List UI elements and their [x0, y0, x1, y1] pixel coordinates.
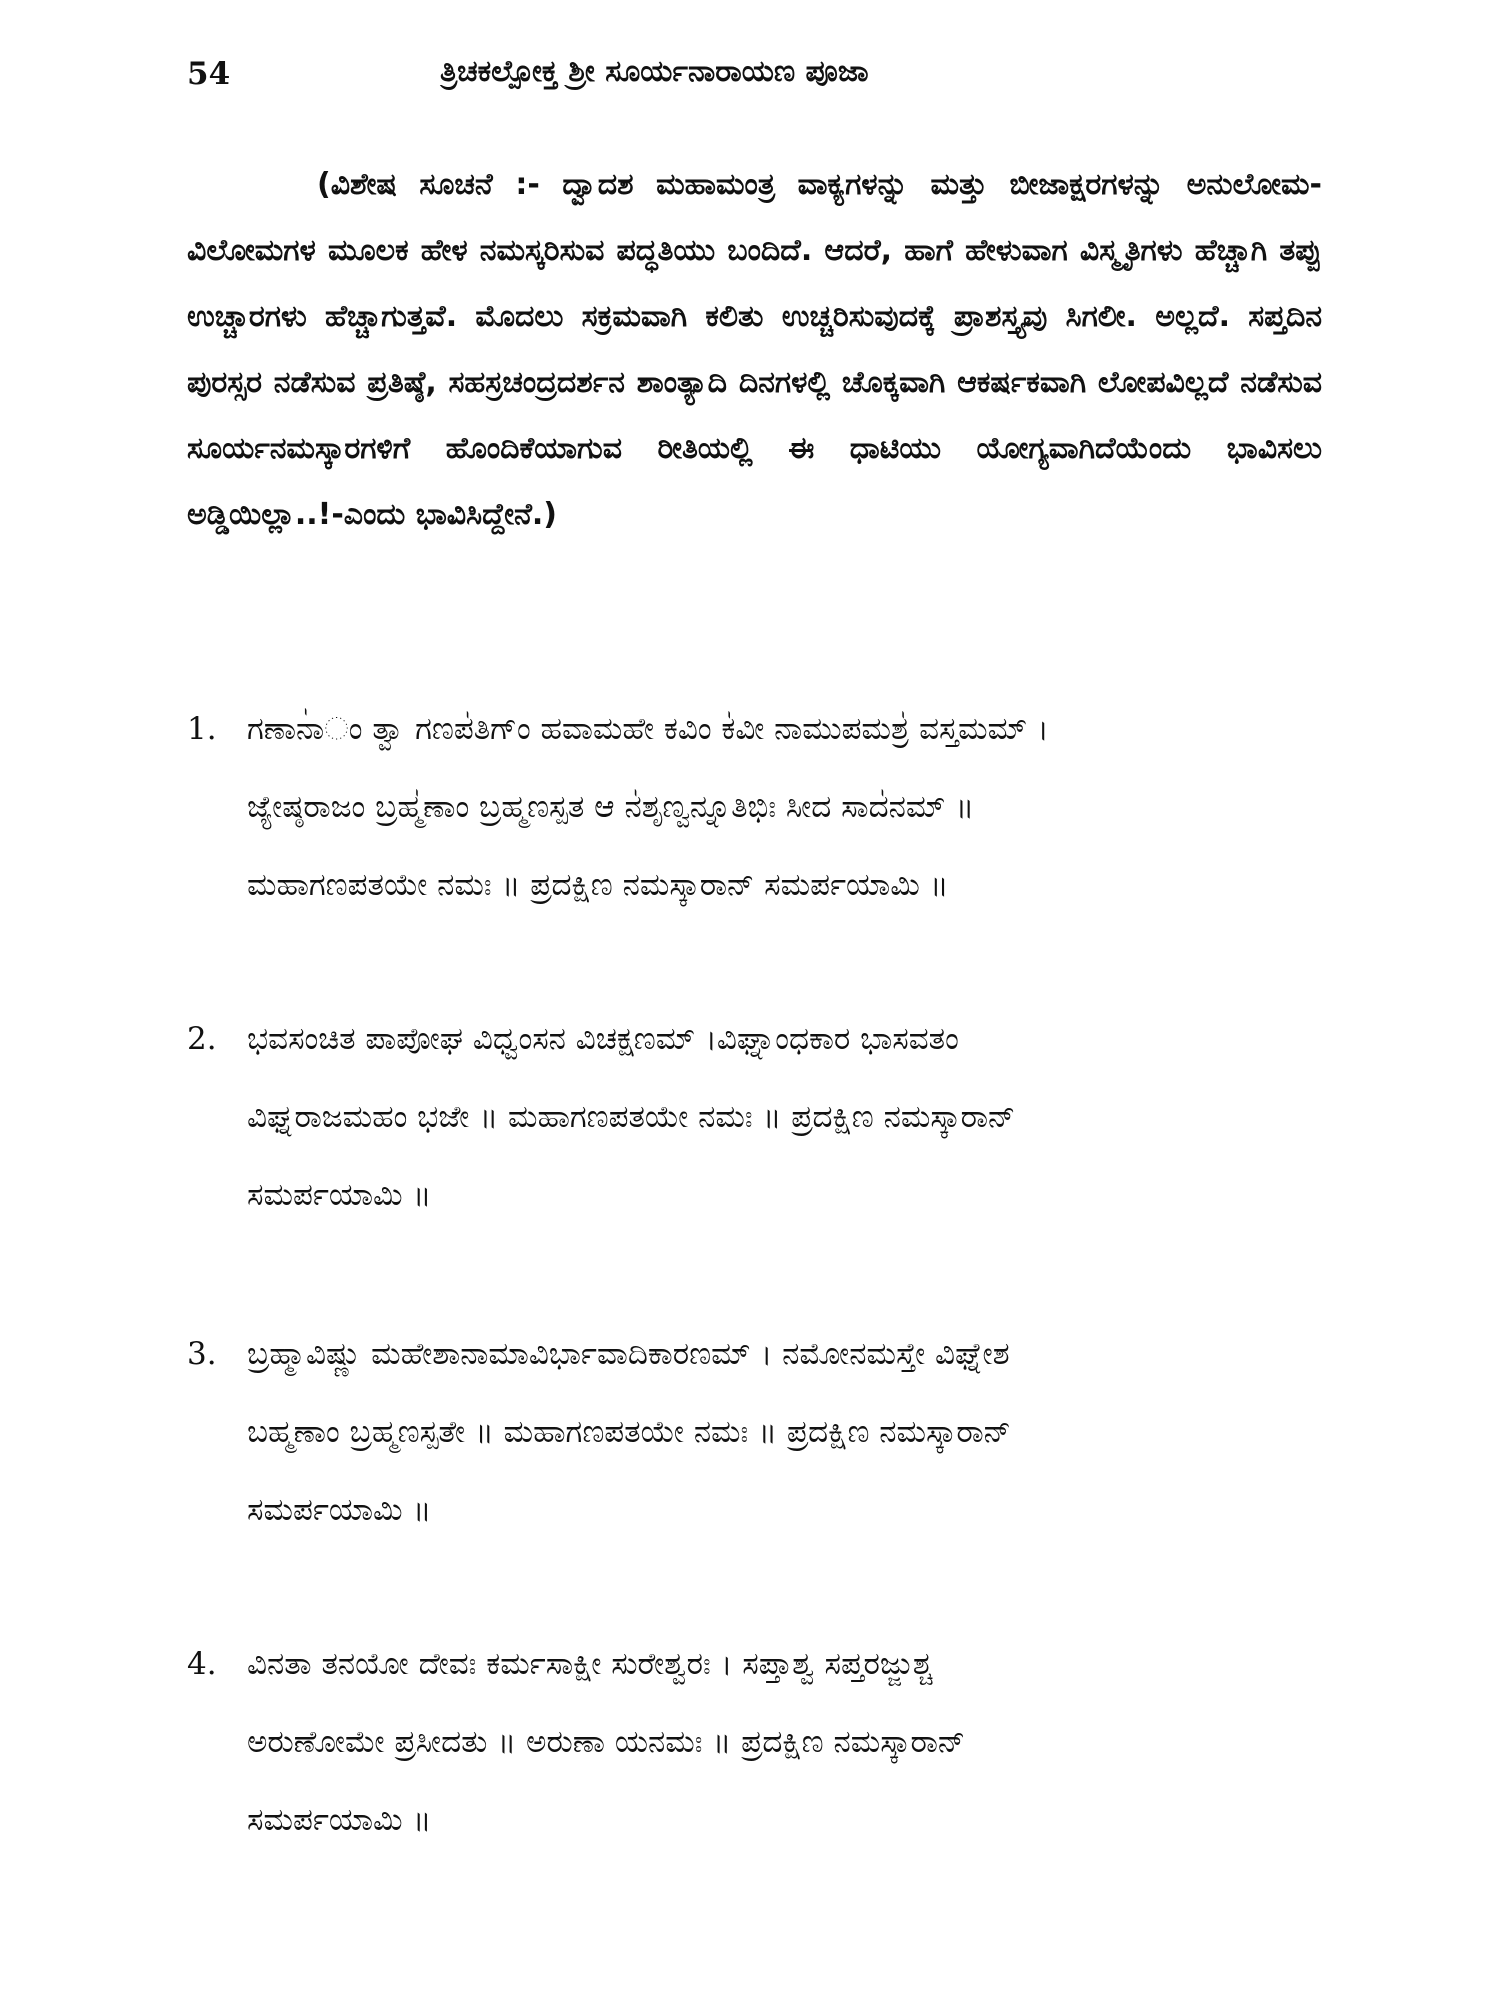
verse-number: 1. [187, 711, 217, 747]
verse-3 [187, 1315, 1322, 1549]
verse-text [247, 1000, 1322, 1234]
verse-line: ಜ್ಯೇಷ್ಠರಾಜಂ ಬ್ರಹ್ಮ॑ಣಾಂ ಬ್ರಹ್ಮಣಸ್ಪತ ಆ ನ॑ಶೃಣ್ವನ್ನೂತಿಭಿಃ ಸೀದ ಸಾದ॑ನಮ್ ॥ [247, 789, 975, 825]
verse-text [247, 690, 1322, 924]
verse-line: ಭವಸಂಚಿತ ಪಾಪೋಘ ವಿಧ್ವಂಸನ ವಿಚಕ್ಷಣಮ್ ।ವಿಘ್ನಾಂಧಕಾರ ಭಾಸವತಂ [247, 1021, 959, 1057]
verse-line: ಮಹಾಗಣಪತಯೇ ನಮಃ ॥ ಪ್ರದಕ್ಷಿಣ ನಮಸ್ಕಾರಾನ್ ಸಮರ್ಪಯಾಮಿ ॥ [247, 867, 949, 903]
verse-text [247, 1315, 1322, 1549]
page-number: 54 [187, 56, 231, 92]
verse-text [247, 1625, 1322, 1859]
verse-number: 2. [187, 1021, 217, 1057]
verse-line: ಬಹ್ಮಣಾಂ ಬ್ರಹ್ಮಣಸ್ಪತೇ ॥ ಮಹಾಗಣಪತಯೇ ನಮಃ ॥ ಪ್ರದಕ್ಷಿಣ ನಮಸ್ಕಾರಾನ್ [247, 1414, 1011, 1450]
verse-2 [187, 1000, 1322, 1234]
verse-line: ವಿನತಾ ತನಯೋ ದೇವಃ ಕರ್ಮಸಾಕ್ಷೀ ಸುರೇಶ್ವರಃ । ಸಪ್ತಾಶ್ವ ಸಪ್ತರಜ್ಜುಶ್ಚ [247, 1646, 933, 1682]
verse-line: ಸಮರ್ಪಯಾಮಿ ॥ [247, 1802, 432, 1838]
verse-line: ಅರುಣೋಮೇ ಪ್ರಸೀದತು ॥ ಅರುಣಾ ಯನಮಃ ॥ ಪ್ರದಕ್ಷಿಣ ನಮಸ್ಕಾರಾನ್ [247, 1724, 966, 1760]
verse-line: ವಿಘ್ನರಾಜಮಹಂ ಭಜೇ ॥ ಮಹಾಗಣಪತಯೇ ನಮಃ ॥ ಪ್ರದಕ್ಷಿಣ ನಮಸ್ಕಾರಾನ್ [247, 1099, 1016, 1135]
verse-line: ಸಮರ್ಪಯಾಮಿ ॥ [247, 1492, 432, 1528]
verse-1 [187, 690, 1322, 924]
verse-line: ಗಣಾನಾ॑ಂ ತ್ವಾ ಗಣಪ॑ತಿಗ್ಂ ಹವಾಮಹೇ ಕವಿಂ ಕ॑ವೀ ನಾಮುಪಮಶ್ರ॑ ವಸ್ತಮಮ್ । [247, 711, 1049, 747]
verse-4 [187, 1625, 1322, 1859]
page-title: ತ್ರಿಚಕಲ್ಪೋಕ್ತ ಶ್ರೀ ಸೂರ್ಯನಾರಾಯಣ ಪೂಜಾ [440, 54, 869, 89]
verse-number: 4. [187, 1646, 217, 1682]
special-note-paragraph: (ವಿಶೇಷ ಸೂಚನೆ :- ದ್ವಾದಶ ಮಹಾಮಂತ್ರ ವಾಕ್ಯಗಳನ್ನು ಮತ್ತು ಬೀಜಾಕ್ಷರಗಳನ್ನು ಅನುಲೋಮ-ವಿಲೋಮಗಳ ಮೂಲಕ ಹೇಳ ನಮಸ್ಕರಿಸುವ ಪದ್ಧತಿಯು ಬಂದಿದೆ. ಆದರೆ, ಹಾಗೆ ಹೇಳುವಾಗ ವಿಸ್ಮೃತಿಗಳು ಹೆಚ್ಚಾಗಿ ತಪ್ಪು ಉಚ್ಚಾರಗಳು ಹೆಚ್ಚಾಗುತ್ತವೆ. ಮೊದಲು ಸಕ್ರಮವಾಗಿ ಕಲಿತು ಉಚ್ಚರಿಸುವುದಕ್ಕೆ ಪ್ರಾಶಸ್ತ್ಯವು ಸಿಗಲೀ. ಅಲ್ಲದೆ. ಸಪ್ತದಿನ ಪುರಸ್ಸರ ನಡೆಸುವ ಪ್ರತಿಷ್ಠೆ, ಸಹಸ್ರಚಂದ್ರದರ್ಶನ ಶಾಂತ್ಯಾದಿ ದಿನಗಳಲ್ಲಿ ಚೊಕ್ಕವಾಗಿ ಆಕರ್ಷಕವಾಗಿ ಲೋಪವಿಲ್ಲದೆ ನಡೆಸುವ ಸೂರ್ಯನಮಸ್ಕಾರಗಳಿಗೆ ಹೊಂದಿಕೆಯಾಗುವ ರೀತಿಯಲ್ಲಿ ಈ ಧಾಟಿಯು ಯೋಗ್ಯವಾಗಿದೆಯೆಂದು ಭಾವಿಸಲು ಅಡ್ಡಿಯಿಲ್ಲಾ..!-ಎಂದು ಭಾವಿಸಿದ್ದೇನೆ.) [187, 167, 1322, 532]
verse-line: ಸಮರ್ಪಯಾಮಿ ॥ [247, 1177, 432, 1213]
verse-number: 3. [187, 1336, 217, 1372]
verse-line: ಬ್ರಹ್ಮಾವಿಷ್ಣು ಮಹೇಶಾನಾಮಾವಿರ್ಭಾವಾದಿಕಾರಣಮ್ । ನಮೋನಮಸ್ತೇ ವಿಘ್ನೇಶ [247, 1336, 1010, 1372]
